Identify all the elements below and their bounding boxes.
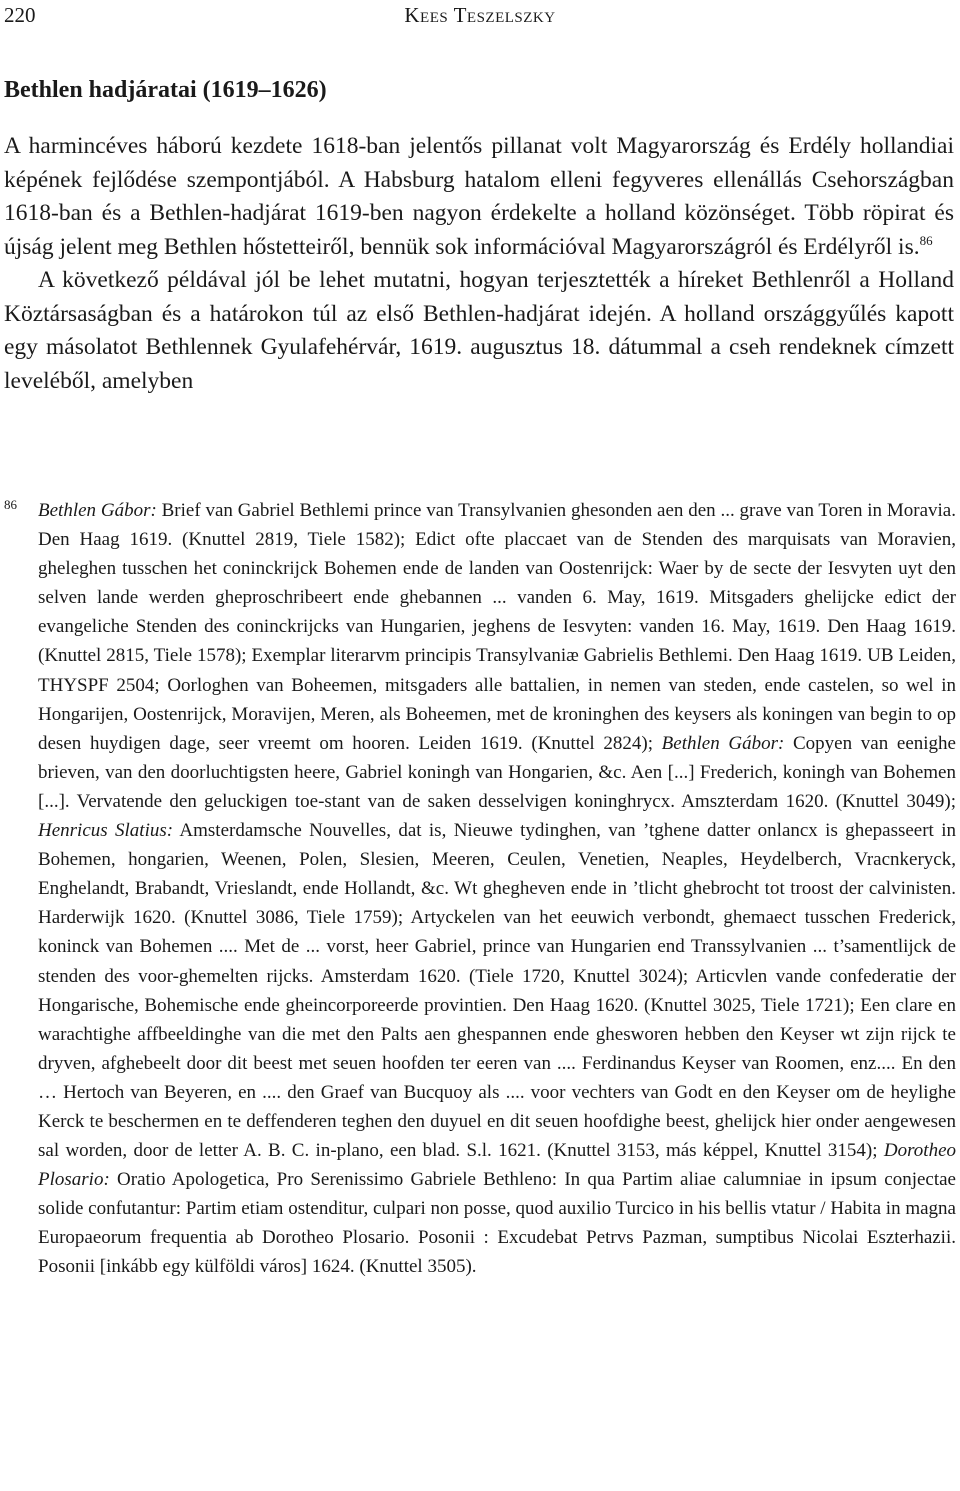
author-name: Henricus Slatius: bbox=[38, 820, 174, 842]
citation-text: Oratio Apologetica, Pro Serenissimo Gabriele Bethleno: In qua Partim aliae calumniae in ipsum conjectae solide confutantur: Partim etiam ostenditur, culpari non posse, quod auxilio Turcico in his bellis vtatur / Habita in magna Europaeorum frequentia ab Dorotheo Plosario. Posonii : Excudebat Petrvs Pazman, sumptibus Nicolai Eszterhazii. Posonii [inkább egy külföldi város] 1624. (Knuttel 3505). bbox=[38, 1169, 956, 1278]
footnote-text bbox=[38, 496, 956, 1282]
running-title: Kees Teszelszky bbox=[404, 3, 556, 27]
citation-text: Amsterdamsche Nouvelles, dat is, Nieuwe tydinghen, van ’tghene datter onlancx is ghepasseert in Bohemen, hongarien, Weenen, Polen, Slesien, Meeren, Ceulen, Venetien, Neaples, Heydelberch, Vracnkeryck, Enghelandt, Brabandt, Vrieslandt, ende Hollandt, &c. Wt ghegheven ende in ’tlicht ghebrocht tot troost der calvinisten. Harderwijk 1620. (Knuttel 3086, Tiele 1759); Artyckelen van het eeuwich verbondt, ghemaect tusschen Frederick, koninck van Bohemen .... Met de ... vorst, heer Gabriel, prince van Hungarien end Transsylvanien ... t’samentlijck de stenden des voor-ghemelten rijcks. Amsterdam 1620. (Tiele 1720, Knuttel 3024); Articvlen vande confederatie der Hongarische, Bohemische ende gheincorporeerde provintien. Den Haag 1620. (Knuttel 3025, Tiele 1721); Een clare en warachtighe affbeeldinghe van die met den Palts aen ghespannen ende ghesworen hebben den Keyser wt zijn rijck te dryven, afghebeelt door dit beest met seuen hoofden ter eeren van .... Ferdinandus Keyser van Roomen, enz.... En den … Hertoch van Beyeren, en .... den Graef van Bucquoy als .... voor vechters van Godt en den Keyser om de heylighe Kerck te beschermen en te deffenderen teghen den duyuel en dit seuen hoofdighe beest, ghelijck hier onder aengewesen sal worden, door de letter A. B. C. in-plano, een blad. S.l. 1621. (Knuttel 3153, más képpel, Knuttel 3154); bbox=[38, 820, 956, 1162]
citation-text: Copyen van eenighe brieven, van den doorluchtigsten heere, Gabriel koningh van Hongarien, &c. Aen [...] Frederich, koningh van Bohemen [...]. Vervatende den geluckigen toe-stant van de saken desselvigen koninghrycx. Amszterdam 1620. (Knuttel 3049); bbox=[38, 732, 956, 812]
body-text bbox=[4, 130, 954, 398]
footnote-number: 86 bbox=[4, 497, 17, 512]
running-header bbox=[4, 2, 956, 28]
page-number: 220 bbox=[4, 3, 36, 27]
footnote-reference[interactable]: 86 bbox=[919, 232, 933, 248]
author-name: Dorotheo Plosario: bbox=[38, 1140, 956, 1191]
footnote bbox=[4, 496, 956, 1282]
body-paragraph bbox=[4, 130, 954, 264]
body-paragraph: A következő példával jól be lehet mutatni, hogyan terjesztették a híreket Bethlenről a Holland Köztársaságban és a határokon túl az első Bethlen-hadjárat idején. A holland országgyűlés kapott egy másolatot Bethlennek Gyulafehérvár, 1619. augusztus 18. dátummal a cseh rendeknek címzett leveléből, amelyben bbox=[4, 267, 954, 394]
author-name: Bethlen Gábor: bbox=[38, 500, 157, 521]
author-name: Bethlen Gábor: bbox=[661, 732, 785, 754]
paragraph-text: A harmincéves háború kezdete 1618-ban jelentős pillanat volt Magyarország és Erdély hollandiai képének fejlődése szempontjából. A Habsburg hatalom elleni fegyveres ellenállás Csehországban 1618-ban és a Bethlen-hadjárat 1619-ben nagyon érdekelte a holland közönséget. Több röpirat és újság jelent meg Bethlen hőstetteiről, bennük sok információval Magyarországról és Erdélyről is. bbox=[4, 133, 954, 260]
section-heading: Bethlen hadjáratai (1619–1626) bbox=[4, 77, 327, 103]
citation-text: Brief van Gabriel Bethlemi prince van Transylvanien ghesonden aen den ... grave van Toren in Moravia. Den Haag 1619. (Knuttel 2819, Tiele 1582); Edict ofte placcaet van de Stenden des marquisats van Moravien, gheleghen tusschen het coninckrijck Bohemen ende de landen van Oostenrijck: Waer by de secte der Iesvyten uyt den selven lande werden gheproschribeert ende ghebannen ... vanden 6. May, 1619. Mitsgaders ghelijcke edict der evangeliche Stenden des coninckrijcks van Hungarien, jeghens de Iesvyten: vanden 16. May, 1619. Den Haag 1619. (Knuttel 2815, Tiele 1578); Exemplar literarvm principis Transylvaniæ Gabrielis Bethlemi. Den Haag 1619. UB Leiden, THYSPF 2504; Oorloghen van Boheemen, mitsgaders alle battalien, in nemen van steden, ende castelen, so wel in Hongarijen, Oostenrijck, Moravijen, Meren, als Boheemen, met de kroninghen des keysers als koningen van begin to op desen huydigen dage, seer vreemt om hooren. Leiden 1619. (Knuttel 2824); bbox=[38, 500, 956, 754]
